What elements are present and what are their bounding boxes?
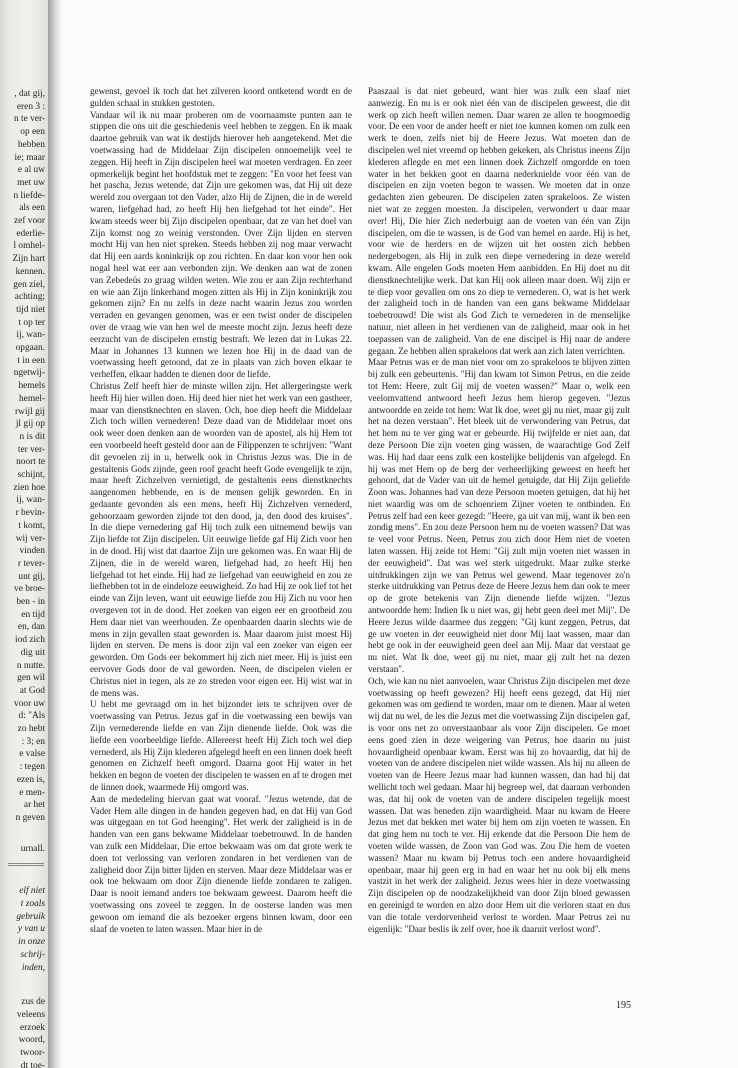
left-page-fragment: eren 3 : xyxy=(16,101,45,112)
left-page-fragment: ederlie- xyxy=(16,228,45,239)
left-page-fragment: t in een xyxy=(17,355,45,366)
left-page-fragment: : tegen xyxy=(19,762,45,773)
left-page-fragment: woord, xyxy=(18,1035,45,1046)
left-page-fragment: elf niet xyxy=(19,886,45,897)
left-page-fragment: ij, wan- xyxy=(16,495,45,506)
left-page-fragment: op een xyxy=(20,127,45,138)
left-page-fragment: hemel- xyxy=(18,393,45,404)
left-page-fragment: ve broe- xyxy=(14,584,45,595)
left-page-fragment: : 3; en xyxy=(21,736,45,747)
left-page-fragment: d: "Als xyxy=(18,711,45,722)
left-page-fragment: jl gij op xyxy=(15,419,45,430)
left-page-strip xyxy=(0,0,48,1068)
left-page-fragment: ar het xyxy=(23,800,45,811)
left-page-fragment: ezen is, xyxy=(16,774,45,785)
left-page-fragment: , dat gij, xyxy=(14,89,45,99)
left-page-fragment: n nutte. xyxy=(16,660,45,671)
left-page-fragment: zef voor xyxy=(14,216,45,226)
left-paragraph: Christus Zelf heeft hier de minste willen zijn. Het allergeringste werk heeft Hij hier willen doen. Hij deed hier niet het werk van een gastheer, maar van dienstknechten en slaven. Och, hoe diep heeft die Middelaar Zich toch willen vernederen! Deze daad van de Middelaar moet ons ook weer doen denken aan de woorden van de apostel, als hij Hem tot een voorbeeld heeft gesteld door aan de Filippenzen te schrijven: "Want dit gevoelen zij in u, hetwelk ook in Christus Jezus was. Die in de gestaltenis Gods zijnde, geen roof geacht heeft Gode evengelijk te zijn, maar heeft Zichzelven vernietigd, de gestaltenis eens dienstknechts aangenomen hebbende, en is de mensen gelijk geworden. En in gedaante gevonden als een mens, heeft Hij Zichzelven vernederd, gehoorzaam geworden zijnde tot den dood, ja, den dood des kruises". In die diepe vernedering gaf Hij toch zulk een uitnemend bewijs van Zijn liefde tot Zijn discipelen. Uit eeuwige liefde gaf Hij Zich voor hen in de dood. Hij wist dat daartoe Zijn ure gekomen was. En waar Hij de Zijnen, die in de wereld waren, liefgehad had, zo heeft Hij hen liefgehad tot het einde. Hij had ze liefgehad van eeuwigheid en zou ze liefhebben tot in de eindeloze eeuwigheid. Zo had Hij ze ook lief tot het einde van Zijn leven, want uit eeuwige liefde zou Hij Zich nu voor hen overgeven tot in de dood. Het zoeken van eigen eer en grootheid zou Hem daar niet van weerhouden. Ze openbaarden daarin slechts wie de mens in zijn gevallen staat geworden is. Maar daarom juist moest Hij lijden en sterven. De mens is door zijn val een zoeker van eigen eer geworden. Om Gods eer bekommert hij zich niet meer. Hij is juist een eervover Gods door de val geworden. Neen, de discipelen vielen er Christus niet in tegen, als ze zo streden voor eigen eer. Hij wist wat in de mens was. xyxy=(90,380,352,698)
left-page-fragment: n te ver- xyxy=(13,114,45,125)
left-page-fragment: dig uit xyxy=(20,647,45,658)
left-page-fragment: als een xyxy=(19,203,45,214)
left-paragraph: Aan de mededeling hiervan gaat wat vooraf. "Jezus wetende, dat de Vader Hem alle dingen in de handen gegeven had, en dat Hij van God was uitgegaan en tot God heenging". Het werk der zaligheid is in de handen van een gans bekwame Middelaar toebetrouwd. In de handen van zulk een Middelaar, Die ertoe bekwaam was om dat grote werk te doen tot verlossing van verloren zondaren in het verdienen van de zaligheid door Zijn bitter lijden en sterven. Maar deze Middelaar was er ook toe bekwaam om door Zijn dienende liefde zondaren te zaligen. Daar is nooit iemand anders toe bekwaam geweest. Daarom heeft die voetwassing ons zoveel te zeggen. In de oosterse landen was men gewoon om iemand die als bezoeker ergens binnen kwam, door een slaaf de voeten te laten wassen. Maar hier in de xyxy=(90,793,352,934)
left-paragraph: Vandaar wil ik nu maar proberen om de voornaamste punten aan te stippen die ons uit die geschiedenis veel hebben te zeggen. En ik maak daartoe gebruik van wat ik destijds hierover heb aangetekend. Met die voetwassing had de Middelaar Zijn discipelen onnoemelijk veel te zeggen. Hij heeft in Zijn discipelen heel wat moeten verdragen. En zeer opmerkelijk begint het hoofdstuk met te zeggen: "En voor het feest van het pascha, Jezus wetende, dat Zijn ure gekomen was, dat Hij uit deze wereld zou overgaan tot den Vader, alzo Hij de Zijnen, die in de wereld waren, liefgehad had, zo heeft Hij hen liefgehad tot het einde". Het kwam steeds weer bij Zijn discipelen openbaar, dat ze van het doel van Zijn komst nog zo weinig verstonden. Over Zijn lijden en sterven mocht Hij van hen niet spreken. Steeds hebben zij nog maar verwacht dat Hij een aards koninkrijk op zou richten. En daar kon voor hen ook nogal heel wat eer aan verbonden zijn. We denken aan wat de zonen van Zebedeüs zo graag wilden weten. Wie zou er aan Zijn rechterhand en wie aan Zijn linkerhand mogen zitten als Hij in Zijn koninkrijk zou gekomen zijn? En nu zelfs in deze nacht waarin Jezus zou worden verraden en gevangen genomen, was er een twist onder de discipelen over de vraag wie van hen wel de meeste mocht zijn. Jezus heeft deze eerzucht van de discipelen ernstig bestraft. We lezen dat in Lukas 22. Maar in Johannes 13 kunnen we lezen hoe Hij in de daad van de voetwassing heeft getoond, dat ze in plaats van zich boven elkaar te verheffen, elkaar hadden te dienen door de liefde. xyxy=(90,109,352,380)
left-page-fragment: r bevin- xyxy=(15,508,45,519)
left-page-fragment: opgaan. xyxy=(15,343,45,353)
left-page-fragment: inden, xyxy=(21,962,45,973)
left-page-fragment: gebruik xyxy=(16,911,45,922)
left-page-fragment: ij, wan- xyxy=(16,330,45,341)
column-rule xyxy=(8,863,44,866)
left-page-fragment: noort te xyxy=(16,457,45,468)
left-page-fragment: at God xyxy=(19,685,45,696)
left-page-fragment: en tijd xyxy=(21,609,45,620)
left-page-fragment: gen ziel, xyxy=(13,279,45,290)
left-page-fragment: hemels xyxy=(18,381,45,392)
left-page-fragment: kennen. xyxy=(15,266,45,277)
left-paragraph: U hebt me gevraagd om in het bijzonder iets te schrijven over de voetwassing van Petrus. Jezus gaf in die voetwassing een bewijs van Zijn vernederende liefde en van Zijn dienende liefde. Ook was die liefde een voorbeeldige liefde. Allereerst heeft Hij Zich toch wel diep vernederd, als Hij Zijn klederen afgelegd heeft en een linnen doek heeft genomen en Zichzelf heeft omgord. Daarna goot Hij water in het bekken en begon de voeten der discipelen te wassen en af te drogen met de linnen doek, waarmede Hij omgord was. xyxy=(90,699,352,793)
page-number: 195 xyxy=(616,1000,631,1011)
left-page-fragment: twoor- xyxy=(20,1048,45,1058)
left-column xyxy=(90,86,352,935)
left-page-fragment: ben - in xyxy=(16,597,45,607)
left-page-fragment: urnall. xyxy=(20,843,45,854)
left-page-fragment: hebben xyxy=(17,139,45,150)
left-page-fragment: ie; maar xyxy=(14,152,45,163)
left-page-fragment: erzoek xyxy=(20,1022,45,1033)
left-page-fragment: met uw xyxy=(17,177,45,188)
left-paragraph: gewenst, gevoel ik toch dat het zilveren koord ontketend wordt en de gulden schaal in stukken gestoten. xyxy=(90,86,352,108)
left-page-fragment: iod zich xyxy=(15,635,45,646)
left-page-fragment: vinden xyxy=(19,546,45,557)
right-column xyxy=(368,86,630,935)
left-page-fragment: y van u xyxy=(17,924,45,935)
right-paragraph: Paaszaal is dat niet gebeurd, want hier was zulk een slaaf niet aanwezig. En nu is er ook niet één van de discipelen geweest, die dit werk op zich heeft willen nemen. Daar waren ze allen te hoogmoedig voor. De een voor de ander heeft er niet toe kunnen komen om zulk een werk te doen, zelfs niet bij de Heere Jezus. Wat moeten dan de discipelen wel niet vreemd op hebben gekeken, als Christus ineens Zijn klederen aflegde en met een linnen doek Zichzelf omgordde en toen water in het bekken goot en daarna nederknielde voor één van de discipelen en zijn voeten begon te wassen. We moeten dat in onze gedachten zien gebeuren. De discipelen zaten sprakeloos. Ze wisten niet wat ze zeggen moesten. Ja discipelen, verwondert u daar maar over! Hij, Die hier Zich nederbuigt aan de voeten van één van Zijn discipelen, om die te wassen, is de God van hemel en aarde. Hij is het, voor wie de herders en de wijzen uit het oosten zich hebben nedergebogen, als Hij in zulk een diepe vernedering in deze wereld kwam. Alle engelen Gods moeten Hem aanbidden. En Hij doet nu dit dienstknechtelijke werk. Dat kan Hij ook alleen maar doen. Wij zijn er te diep voor gevallen om ons zo diep te vernederen. O, wat is het werk der zaligheid toch in de handen van een gans bekwame Middelaar toebetrouwd! Die wist als God Zich te vernederen in de menselijke natuur, niet alleen in het verdienen van de zaligheid, maar ook in het toepassen van de zaligheid. Van de ene discipel is Hij naar de andere gegaan. Ze hebben allen sprakeloos dat werk aan zich laten verrichten. xyxy=(368,86,630,356)
left-page-fragment: ter ver- xyxy=(17,444,45,455)
left-page-fragment: voor uw xyxy=(14,698,45,709)
left-page-fragment: achting; xyxy=(14,292,45,303)
left-page-fragment: en, dan xyxy=(17,622,45,633)
left-page-fragment: schijnt, xyxy=(17,470,45,480)
left-page-fragment: unt gij, xyxy=(18,571,45,582)
right-paragraph: Maar Petrus was er de man niet voor om zo sprakeloos te blijven zitten bij zulk een gebeurtenis. "Hij dan kwam tot Simon Petrus, en die zeide tot Hem: Heere, zult Gij mij de voeten wassen?" Maar o, welk een veelomvattend antwoord heeft Jezus hem hierop gegeven. "Jezus antwoordde en zeide tot hem: Wat Ik doe, weet gij nu niet, maar gij zult het na dezen verstaan". Het bleek uit de verwondering van Petrus, dat het hem nu te ver ging wat er gebeurde. Hij twijfelde er niet aan, dat deze Persoon Die zijn voeten ging wassen, de waarachtige God Zelf was. Hij had daar eens zulk een kostelijke belijdenis van afgelegd. En hij was met Hem op de berg der verheerlijking geweest en heeft het gehoord, dat de Vader van uit de hemel getuigde, dat Hij Zijn geliefde Zoon was. Johannes had van deze Persoon moeten getuigen, dat hij het niet waardig was om de schoenriem Zijner voeten te ontbinden. En Petrus zelf had een keer gezegd: "Heere, ga uit van mij, want ik ben een zondig mens". En zou deze Persoon hem nu de voeten wassen? Dat was te veel voor Petrus. Neen, Petrus zou zich door Hem niet de voeten laten wassen. Hij zeide tot Hem: "Gij zult mijn voeten niet wassen in der eeuwigheid". Dat was wel sterk uitgedrukt. Maar zulke sterke uitdrukkingen zijn we van Petrus wel gewend. Maar tegenover zo'n sterke uitdrukking van Petrus deze de Heere Jezus hem dan ook te meer op de grote betekenis van Zijn dienende liefde wijzen. "Jezus antwoordde hem: Indien Ik u niet was, gij hebt geen deel met Mij". De Heere Jezus wilde daarmee dus zeggen: "Gij kunt zeggen, Petrus, dat ge uw voeten in der eeuwigheid niet door Mij laat wassen, maar dan hebt ge ook in der eeuwigheid geen deel aan Mij. Maar dat verstaat ge nu niet. Wat Ik doe, weet gij nu niet, maar gij zult het na dezen verstaan". xyxy=(368,357,630,675)
left-page-fragment: zus de xyxy=(21,997,45,1008)
left-page-fragment: schrij- xyxy=(20,949,45,960)
left-page-fragment: Zijn hart xyxy=(12,254,45,265)
left-page-fragment: e men- xyxy=(19,787,45,798)
left-page-fragment: n liefde- xyxy=(13,190,45,201)
left-page-fragment: n geven xyxy=(15,812,45,823)
left-page-fragment: zien hoe xyxy=(13,482,45,493)
left-page-fragment: e al uw xyxy=(17,165,45,176)
left-page-fragment: r tever- xyxy=(17,558,45,569)
left-page-fragment: n is dit xyxy=(19,431,45,442)
left-page-fragment: t zoals xyxy=(20,899,45,909)
left-page-fragment: l omhel- xyxy=(13,241,45,252)
left-page-fragment: tijd niet xyxy=(16,304,45,315)
left-page-fragment: rwijl gij xyxy=(15,406,45,417)
left-page-fragment: t komt, xyxy=(18,520,45,531)
left-page-fragment: t op ter xyxy=(18,317,45,328)
book-gutter xyxy=(48,0,62,1068)
left-page-fragment: in onze xyxy=(18,937,45,948)
left-page-fragment: e valse xyxy=(19,749,45,760)
left-page-fragment: wij ver- xyxy=(15,533,45,544)
left-page-fragment: ngetwij- xyxy=(13,368,45,379)
right-paragraph: Och, wie kan nu niet aanvoelen, waar Christus Zijn discipelen met deze voetwassing op heeft gewezen? Hij heeft eens gezegd, dat Hij niet gekomen was om gediend te worden, maar om te dienen. Maar al weten wij dat nu wel, de les die Jezus met die voetwassing Zijn discipelen gaf, is voor ons net zo onverstaanbaar als voor Zijn discipelen. Ge moet eens goed zien in deze weigering van Petrus, hoe daarin nu juist hovaardigheid openbaar kwam. Eerst was hij zo hovaardig, dat hij de voeten van de andere discipelen niet wilde wassen. Als hij nu alleen de voeten van de Heere Jezus maar had kunnen wassen, dan had hij dat wellicht toch wel gedaan. Maar hij begreep wel, dat daaraan verbonden was, dat hij ook de voeten van de andere discipelen tegelijk moest wassen. Dat was beneden zijn waardigheid. Maar nu kwam de Heere Jezus met dat bekken met water bij hem om zijn voeten te wassen. En dat ging hem nu toch te ver. Hij erkende dat die Persoon Die hem de voeten wilde wassen, de Zoon van God was. Zou Die hem de voeten wassen? Maar nu kwam bij Petrus toch een andere hovaardigheid openbaar, maar hij geen erg in had en waar het nu ook bij elk mens vastzit in het werk der zaligheid. Jezus wees hier in deze voetwassing Zijn discipelen op de noodzakelijkheid van door Zijn bloed gewassen en gereinigd te worden en alzo door Hem uit die verloren staat en dus van die totale verdorvenheid verlost te worden. Maar Petrus zei nu eigenlijk: "Daar beslis ik zelf over, hoe ik daaruit verlost word". xyxy=(368,675,630,934)
left-page-fragment: veleens xyxy=(16,1009,45,1020)
left-page-fragment: gen wil xyxy=(17,673,45,684)
left-page-fragment: dt toe- xyxy=(20,1060,45,1068)
left-page-fragment: zo hebt xyxy=(17,724,45,734)
